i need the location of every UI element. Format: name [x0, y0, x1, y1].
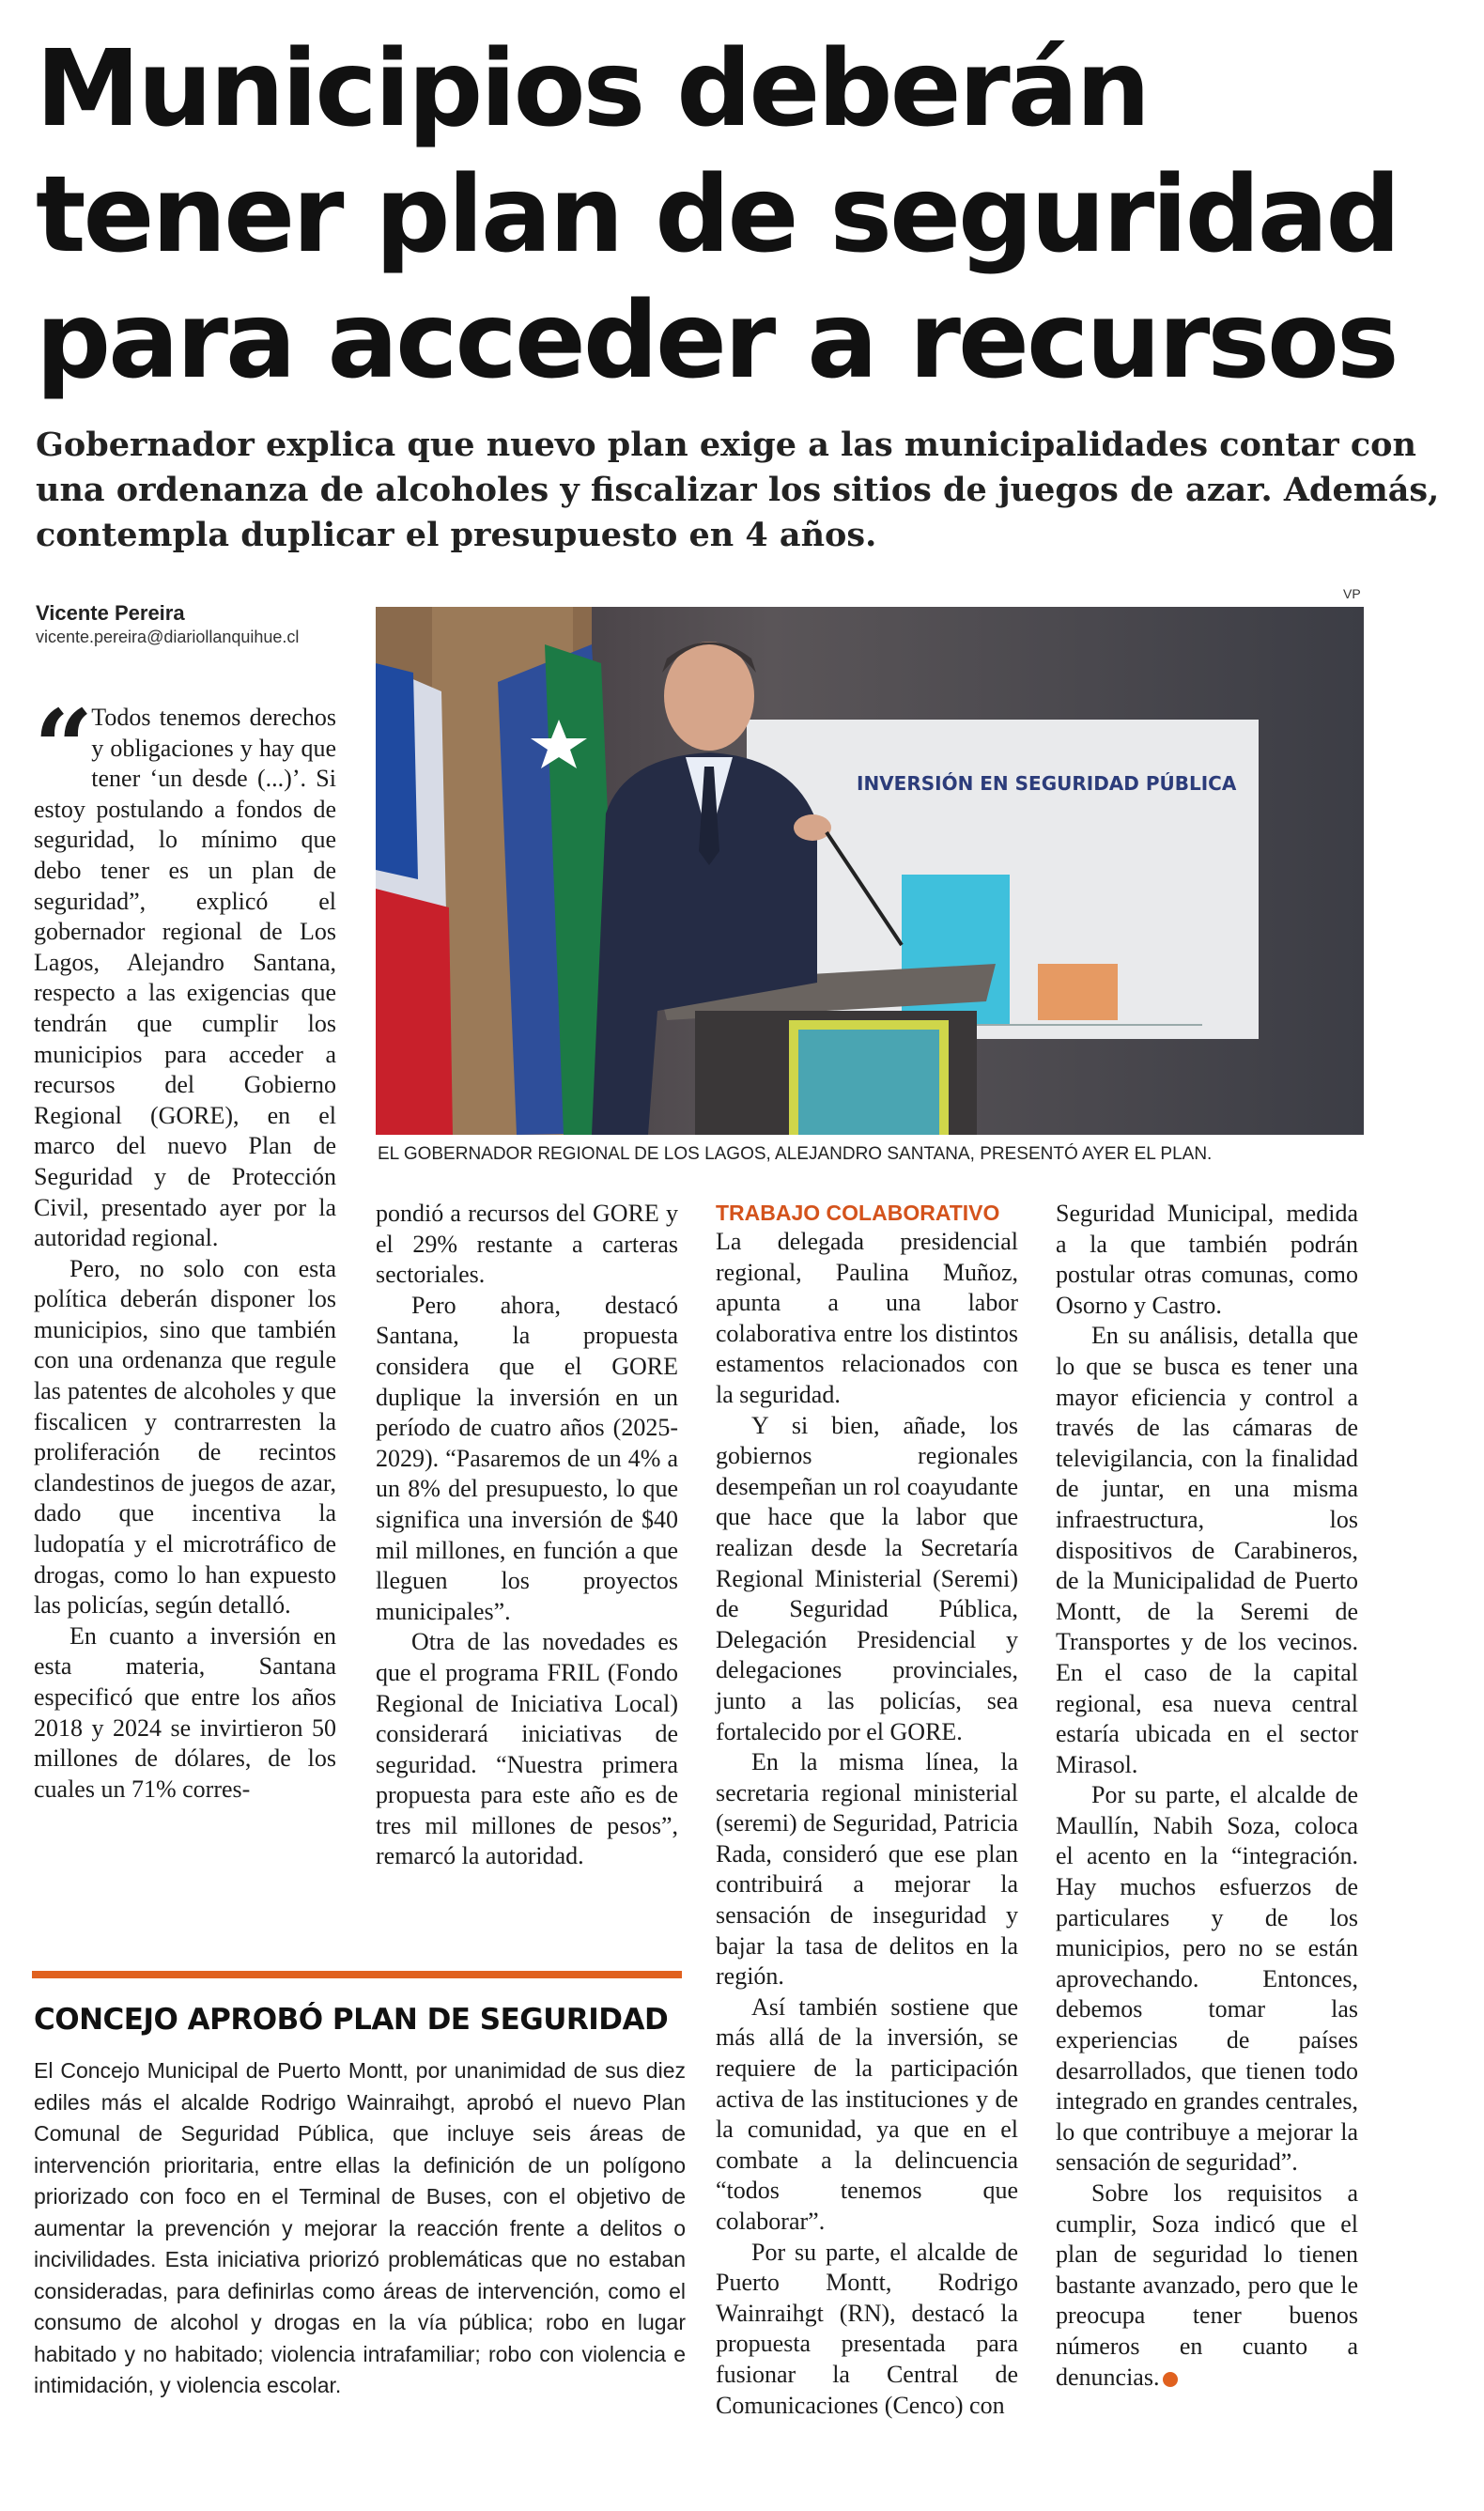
byline [36, 601, 299, 647]
quote-mark: “ [34, 687, 86, 808]
column-3 [716, 1199, 1018, 2421]
photo-credit: VP [1343, 586, 1361, 601]
deck-line-3: contempla duplicar el presupuesto en 4 años. [36, 516, 877, 554]
column-2 [376, 1199, 678, 1872]
column-4 [1056, 1199, 1358, 2393]
box-title: CONCEJO APROBÓ PLAN DE SEGURIDAD [34, 2003, 669, 2037]
column-4-paragraph-4-text: Sobre los requisitos a cumplir, Soza indicó que el plan de seguridad lo tienen bastante avanzado, pero que le preocupa tener buenos números en cuanto a denuncias. [1056, 2179, 1358, 2391]
box-text: El Concejo Municipal de Puerto Montt, por unanimidad de sus diez ediles más el alcalde Rodrigo Wainraihgt, aprobó el nuevo Plan Comunal de Seguridad Pública, que incluye seis áreas de intervención prioritaria, entre ellas la definición de un polígono priorizado con foco en el Terminal de Buses, con el objetivo de aumentar la prevención y mejorar la reacción frente a delitos o incivilidades. Esta iniciativa priorizó problemáticas que no estaban consideradas, para definirlas como áreas de intervención, como el consumo de alcohol y drogas en la vía pública; robo en lugar habitado y no habitado; violencia intrafamiliar; robo con violencia e intimidación, y violencia escolar. [34, 2058, 686, 2397]
column-3-paragraph-4: Así también sostiene que más allá de la inversión, se requiere de la participación activa de las instituciones y de la comunidad, ya que en el combate a la delincuencia “todos tenemos que colaborar”. [716, 1992, 1018, 2235]
article-photo [376, 607, 1364, 1135]
byline-name: Vicente Pereira [36, 601, 185, 625]
photo-illustration [376, 607, 1364, 1135]
column-1-paragraph-1: Todos tenemos derechos y obligaciones y hay que tener ‘un desde (...)’. Si estoy postulando a fondos de seguridad, lo mínimo que debo tener es un plan de seguridad”, explicó el gobernador regional de Los Lagos, Alejandro Santana, respecto a las exigencias que tendrán que cumplir los municipios para acceder a recursos del Gobierno Regional (GORE), en el marco del nuevo Plan de Seguridad y de Protección Civil, presentado ayer por la autoridad regional. [34, 704, 336, 1252]
column-3-paragraph-1: La delegada presidencial regional, Paulina Muñoz, apunta a una labor colaborativa entre los distintos estamentos relacionados con la seguridad. [716, 1228, 1018, 1408]
deck [36, 423, 1454, 558]
column-4-paragraph-2: En su análisis, detalla que lo que se busca es tener una mayor eficiencia y control a través de las cámaras de televigilancia, con la finalidad de juntar, en una misma infraestructura, los dispositivos de Carabineros, de la Municipalidad de Puerto Montt, de la Seremi de Transportes y de los vecinos. En el caso de la capital regional, esa nueva central estaría ubicada en el sector Mirasol. [1056, 1322, 1358, 1778]
column-4-paragraph-1: Seguridad Municipal, medida a la que también podrán postular otras comunas, como Osorno y Castro. [1056, 1200, 1358, 1319]
section-subhead: TRABAJO COLABORATIVO [716, 1201, 1000, 1225]
end-mark-icon [1163, 2372, 1178, 2387]
headline [36, 26, 1445, 404]
byline-email: vicente.pereira@diariollanquihue.cl [36, 628, 300, 646]
column-3-paragraph-2: Y si bien, añade, los gobiernos regionales desempeñan un rol coayudante que hace que la labor que realizan desde la Secretaría Regional Ministerial (Seremi) de Seguridad Pública, Delegación Presidencial y delegaciones provinciales, junto a las policías, sea fortalecido por el GORE. [716, 1411, 1018, 1745]
box-top-rule [32, 1971, 682, 1978]
column-2-paragraph-2: Pero ahora, destacó Santana, la propuesta considera que el GORE duplique la inversión en un período de cuatro años (2025-2029). “Pasaremos de un 4% a un 8% del presupuesto, lo que significa una inversión de $40 mil millones, en función a que lleguen los proyectos municipales”. [376, 1291, 678, 1625]
column-2-paragraph-1: pondió a recursos del GORE y el 29% restante a carteras sectoriales. [376, 1200, 678, 1289]
column-3-paragraph-5: Por su parte, el alcalde de Puerto Montt, Rodrigo Wainraihgt (RN), destacó la propuesta presentada para fusionar la Central de Comunicaciones (Cenco) con [716, 2238, 1018, 2419]
column-4-paragraph-3: Por su parte, el alcalde de Maullín, Nabih Soza, coloca el acento en la “integración. Hay muchos esfuerzos de particulares y de los municipios, pero no se están aprovechando. Entonces, debemos tomar las experiencias de países desarrollados, que tienen todo integrado en grandes centrales, lo que contribuye a mejorar la sensación de seguridad”. [1056, 1781, 1358, 2177]
photo-caption: EL GOBERNADOR REGIONAL DE LOS LAGOS, ALEJANDRO SANTANA, PRESENTÓ AYER EL PLAN. [378, 1144, 1213, 1164]
headline-line-2: tener plan de seguridad [36, 154, 1399, 276]
deck-line-2: una ordenanza de alcoholes y fiscalizar los sitios de juegos de azar. Además, [36, 471, 1440, 509]
column-1 [34, 687, 336, 1805]
column-4-paragraph-4 [1056, 2178, 1358, 2393]
headline-line-3: para acceder a recursos [36, 280, 1397, 402]
column-3-paragraph-3: En la misma línea, la secretaria regional ministerial (seremi) de Seguridad, Patricia Rada, consideró que ese plan contribuirá a mejorar la sensación de inseguridad y bajar la tasa de delitos en la región. [716, 1748, 1018, 1991]
deck-line-1: Gobernador explica que nuevo plan exige a las municipalidades contar con [36, 426, 1416, 464]
screen-title: INVERSIÓN EN SEGURIDAD PÚBLICA [857, 772, 1237, 795]
column-1-paragraph-2: Pero, no solo con esta política deberán disponer los municipios, sino que también con una ordenanza que regule las patentes de alcoholes y que fiscalicen y contrarresten la proliferación de recintos clandestinos de juegos de azar, dado que incentiva la ludopatía y el microtráfico de drogas, como lo han expuesto las policías, según detalló. [34, 1254, 336, 1620]
column-1-paragraph-3: En cuanto a inversión en esta materia, Santana especificó que entre los años 2018 y 2024 se invirtieron 50 millones de dólares, de los cuales un 71% corres- [34, 1621, 336, 1803]
column-2-paragraph-3: Otra de las novedades es que el programa FRIL (Fondo Regional de Iniciativa Local) considerará iniciativas de seguridad. “Nuestra primera propuesta para este año es de tres mil millones de pesos”, remarcó la autoridad. [376, 1628, 678, 1870]
headline-line-1: Municipios deberán [36, 28, 1149, 150]
